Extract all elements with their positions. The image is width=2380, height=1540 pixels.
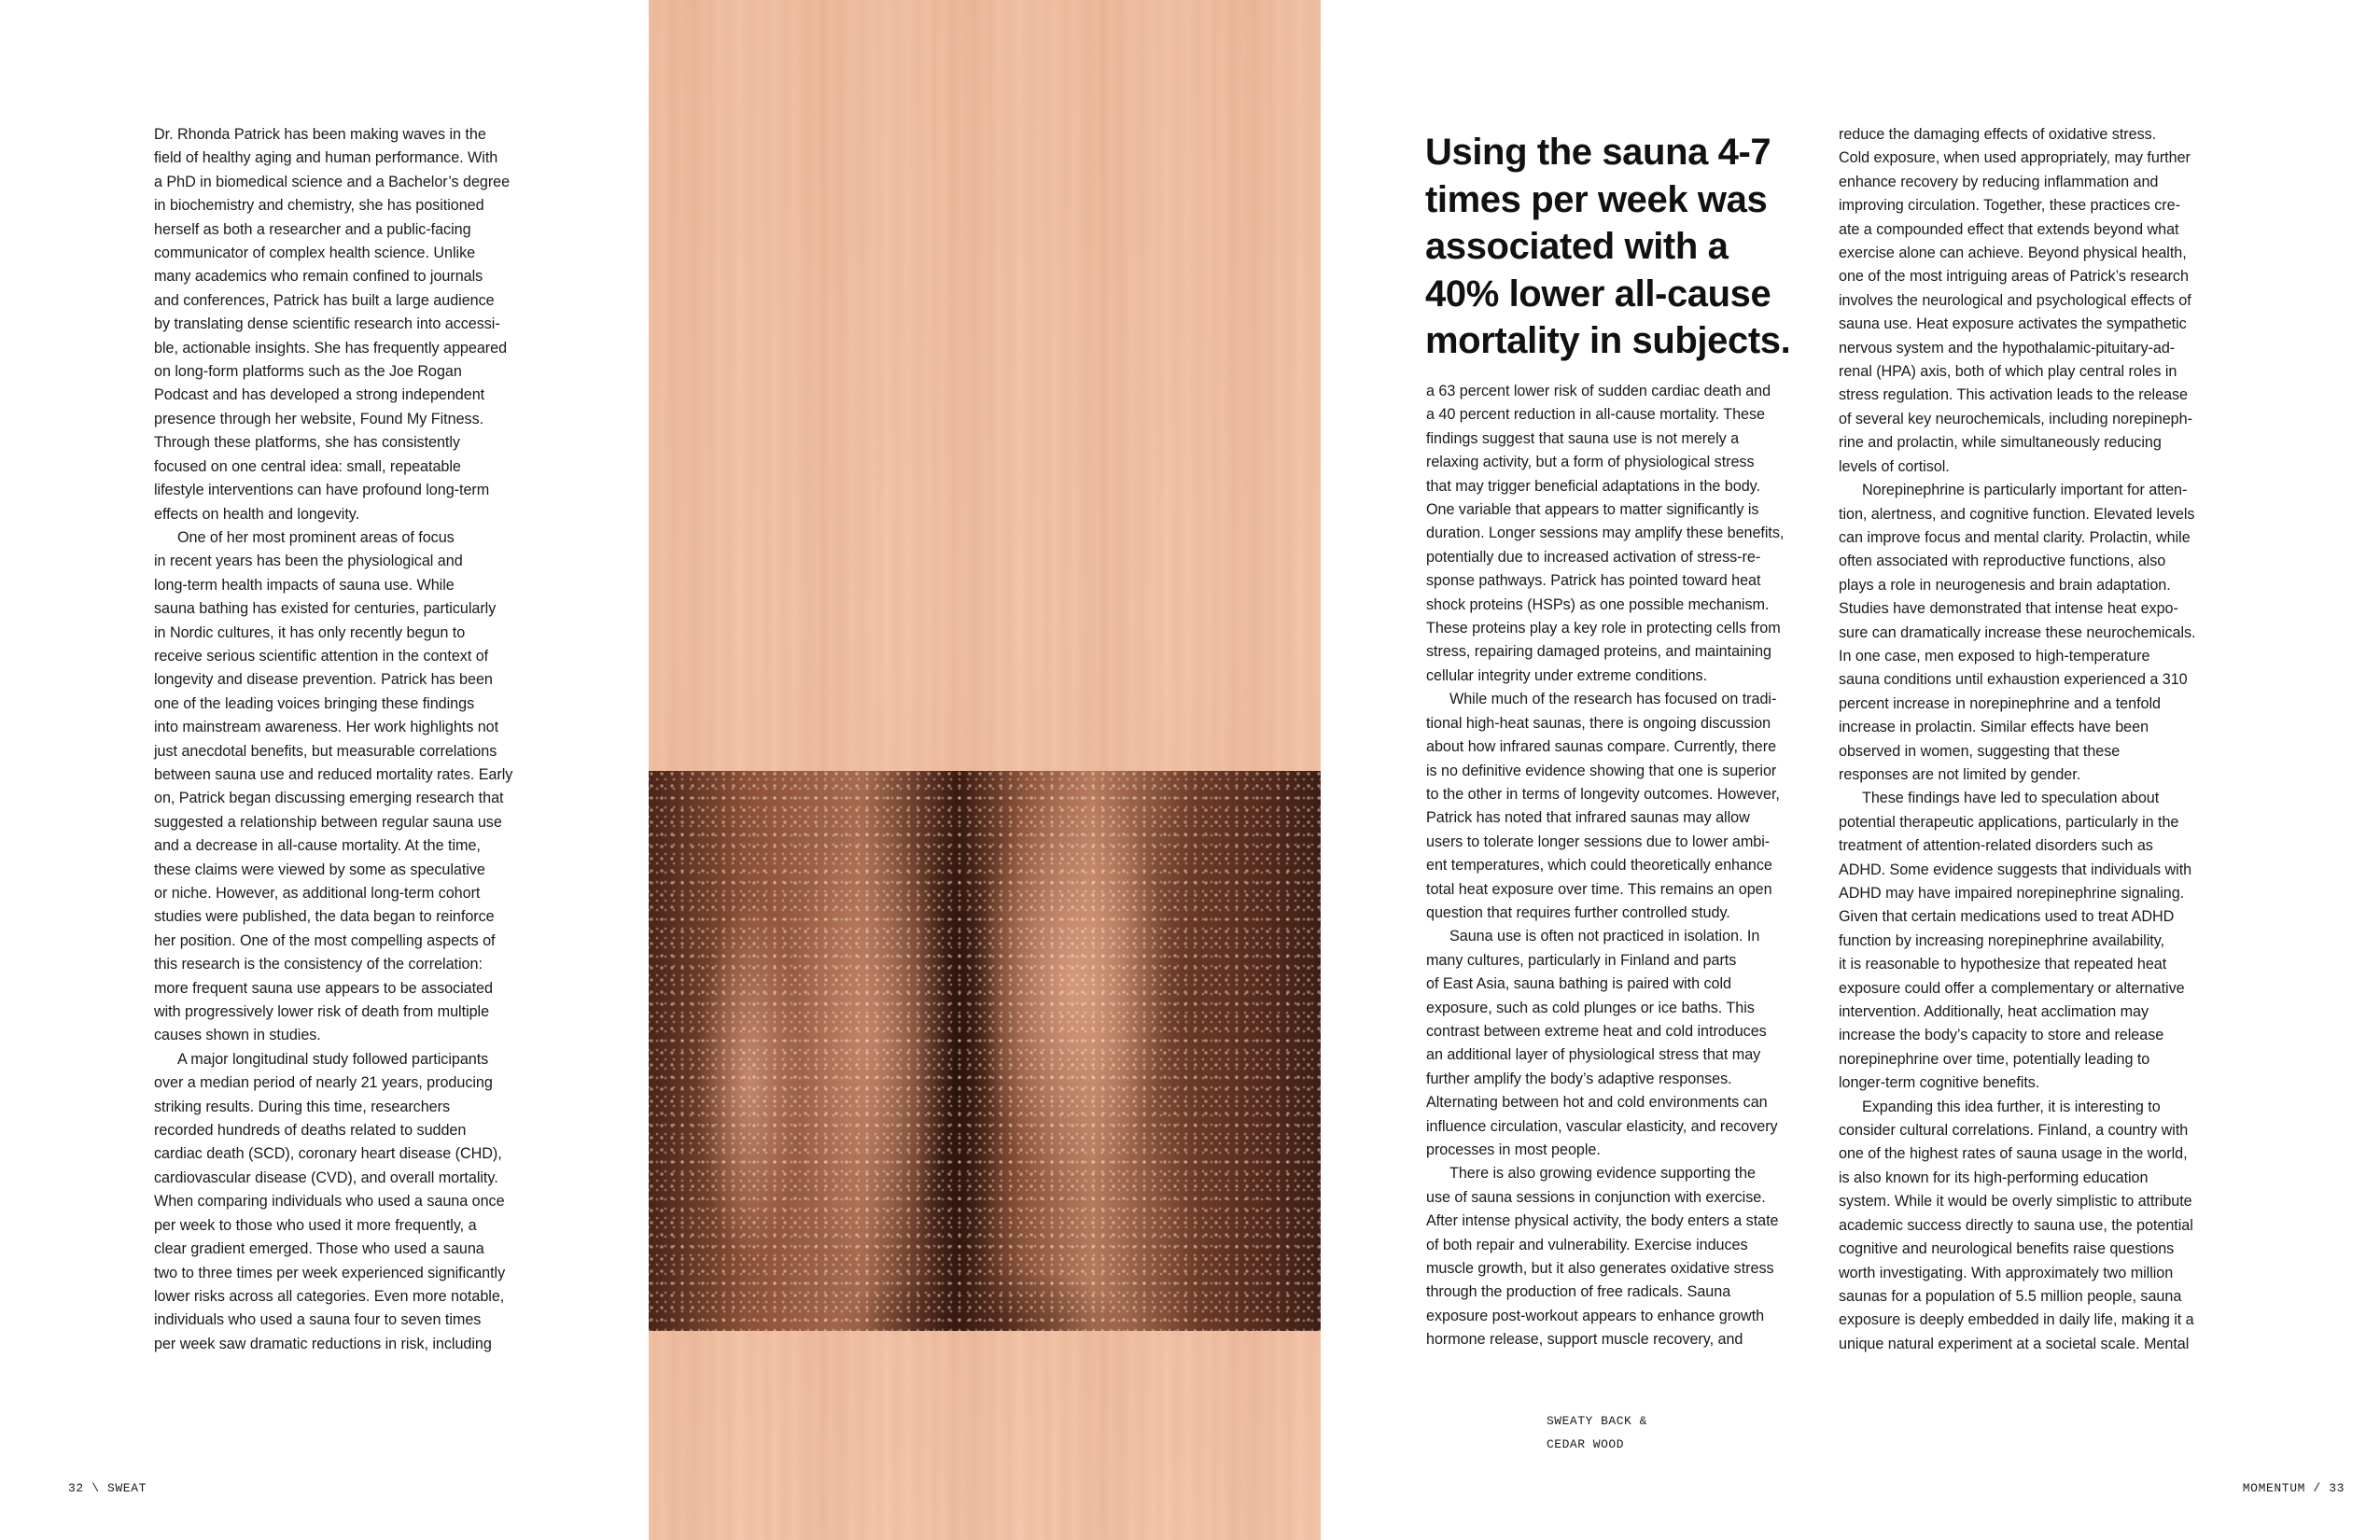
text-line: increase in prolactin. Similar effects have been bbox=[1839, 719, 2149, 736]
text-line: many cultures, particularly in Finland and parts bbox=[1426, 951, 1737, 969]
text-line: an additional layer of physiological stress that may bbox=[1426, 1046, 1761, 1064]
text-line: in recent years has been the physiological and bbox=[154, 553, 463, 570]
text-line: percent increase in norepinephrine and a tenfold bbox=[1839, 694, 2161, 712]
text-line: In one case, men exposed to high-temperature bbox=[1839, 647, 2150, 665]
text-line: by translating dense scientific research into accessi- bbox=[154, 315, 500, 333]
text-line: shock proteins (HSPs) as one possible mechanism. bbox=[1426, 595, 1770, 613]
text-line: One variable that appears to matter significantly is bbox=[1426, 501, 1759, 519]
text-line: sauna conditions until exhaustion experienced a 310 bbox=[1839, 671, 2188, 689]
text-line: communicator of complex health science. Unlike bbox=[154, 245, 476, 262]
text-line: two to three times per week experienced significantly bbox=[154, 1264, 506, 1281]
text-line: Alternating between hot and cold environments can bbox=[1426, 1094, 1768, 1112]
text-line: these claims were viewed by some as speculative bbox=[154, 861, 485, 878]
text-line: Sauna use is often not practiced in isolation. In bbox=[1449, 928, 1760, 945]
text-line: further amplify the body’s adaptive responses. bbox=[1426, 1070, 1732, 1087]
text-line: sure can dramatically increase these neurochemicals. bbox=[1839, 623, 2196, 641]
text-line: While much of the research has focused on tradi- bbox=[1449, 691, 1777, 708]
text-line: individuals who used a sauna four to seven times bbox=[154, 1311, 482, 1329]
text-line: suggested a relationship between regular sauna use bbox=[154, 813, 502, 831]
text-line: field of healthy aging and human performance. With bbox=[154, 149, 498, 167]
text-line: nervous system and the hypothalamic-pituitary-ad- bbox=[1839, 339, 2176, 357]
text-line: longevity and disease prevention. Patrick has been bbox=[154, 671, 493, 689]
text-line: saunas for a population of 5.5 million people, sauna bbox=[1839, 1287, 2182, 1305]
text-line: it is reasonable to hypothesize that repeated heat bbox=[1839, 956, 2167, 973]
text-line: of both repair and vulnerability. Exercise induces bbox=[1426, 1236, 1748, 1253]
text-line: treatment of attention-related disorders such as bbox=[1839, 837, 2153, 855]
text-line: potential therapeutic applications, particularly in the bbox=[1839, 813, 2179, 831]
pull-quote-line: times per week was bbox=[1425, 178, 1768, 220]
text-line: These findings have led to speculation about bbox=[1862, 790, 2160, 807]
text-line: function by increasing norepinephrine availability, bbox=[1839, 931, 2164, 949]
pull-quote-line: mortality in subjects. bbox=[1425, 320, 1791, 361]
text-line: this research is the consistency of the correlation: bbox=[154, 956, 483, 973]
text-line: striking results. During this time, researchers bbox=[154, 1098, 451, 1115]
text-line: total heat exposure over time. This remains an open bbox=[1426, 880, 1772, 898]
text-line: tional high-heat saunas, there is ongoing discussion bbox=[1426, 714, 1771, 732]
text-line: ADHD may have impaired norepinephrine signaling. bbox=[1839, 885, 2185, 902]
text-line: When comparing individuals who used a sauna once bbox=[154, 1193, 505, 1211]
text-line: After intense physical activity, the body enters a state bbox=[1426, 1212, 1779, 1230]
text-line: enhance recovery by reducing inflammation and bbox=[1839, 173, 2159, 190]
text-line: presence through her website, Found My Fitness. bbox=[154, 410, 484, 427]
text-line: herself as both a researcher and a public-facing bbox=[154, 220, 471, 238]
text-line: duration. Longer sessions may amplify these benefits, bbox=[1426, 525, 1785, 542]
text-line: responses are not limited by gender. bbox=[1839, 765, 2081, 783]
pull-quote-line: 40% lower all-cause bbox=[1425, 273, 1771, 315]
text-line: about how infrared saunas compare. Currently, there bbox=[1426, 738, 1777, 756]
text-line: hormone release, support muscle recovery, and bbox=[1426, 1331, 1743, 1349]
text-line: consider cultural correlations. Finland, a country with bbox=[1839, 1122, 2189, 1140]
text-line: that may trigger beneficial adaptations in the body. bbox=[1426, 477, 1760, 495]
caption-line-2: CEDAR WOOD bbox=[1547, 1437, 1625, 1451]
text-line: sauna bathing has existed for centuries, particularly bbox=[154, 600, 497, 618]
text-line: increase the body’s capacity to store and release bbox=[1839, 1027, 2164, 1044]
text-line: causes shown in studies. bbox=[154, 1027, 321, 1044]
text-line: lower risks across all categories. Even more notable, bbox=[154, 1287, 505, 1305]
folio-left: 32 \ SWEAT bbox=[68, 1481, 147, 1495]
text-line: cardiac death (SCD), coronary heart disease (CHD), bbox=[154, 1145, 502, 1163]
text-line: question that requires further controlled study. bbox=[1426, 903, 1730, 921]
text-line: of several key neurochemicals, including norepineph- bbox=[1839, 410, 2192, 427]
text-line: ent temperatures, which could theoretically enhance bbox=[1426, 857, 1772, 875]
text-line: per week to those who used it more frequently, a bbox=[154, 1216, 477, 1234]
text-line: lifestyle interventions can have profound long-term bbox=[154, 482, 490, 499]
text-line: One of her most prominent areas of focus bbox=[177, 528, 455, 546]
text-line: sponse pathways. Patrick has pointed toward heat bbox=[1426, 572, 1761, 590]
text-line: These proteins play a key role in protecting cells from bbox=[1426, 620, 1781, 637]
text-line: ble, actionable insights. She has frequently appeared bbox=[154, 339, 508, 357]
folio-right: MOMENTUM / 33 bbox=[2242, 1481, 2345, 1495]
text-line: unique natural experiment at a societal scale. Mental bbox=[1839, 1335, 2190, 1352]
text-line: more frequent sauna use appears to be associated bbox=[154, 979, 493, 997]
text-line: tion, alertness, and cognitive function. Elevated levels bbox=[1839, 505, 2195, 523]
text-line: observed in women, suggesting that these bbox=[1839, 742, 2121, 760]
text-line: often associated with reproductive functions, also bbox=[1839, 553, 2166, 570]
text-line: stress regulation. This activation leads to the release bbox=[1839, 386, 2188, 404]
text-line: potentially due to increased activation of stress-re- bbox=[1426, 548, 1761, 566]
text-line: Patrick has noted that infrared saunas may allow bbox=[1426, 809, 1750, 827]
text-line: recorded hundreds of deaths related to sudden bbox=[154, 1122, 467, 1140]
text-line: long-term health impacts of sauna use. While bbox=[154, 576, 455, 594]
text-line: findings suggest that sauna use is not merely a bbox=[1426, 429, 1740, 447]
text-line: cellular integrity under extreme conditions. bbox=[1426, 666, 1708, 684]
text-line: There is also growing evidence supporting the bbox=[1449, 1165, 1756, 1183]
text-line: in biochemistry and chemistry, she has positioned bbox=[154, 197, 484, 215]
text-line: processes in most people. bbox=[1426, 1141, 1601, 1158]
text-line: Norepinephrine is particularly important for atten- bbox=[1862, 482, 2188, 499]
text-line: exercise alone can achieve. Beyond physical health, bbox=[1839, 245, 2187, 262]
text-line: exposure, such as cold plunges or ice baths. This bbox=[1426, 999, 1755, 1016]
right-body-column bbox=[1839, 123, 2249, 1356]
middle-body-column bbox=[1426, 380, 1837, 1352]
text-line: intervention. Additionally, heat acclimation may bbox=[1839, 1003, 2149, 1021]
text-line: stress, repairing damaged proteins, and maintaining bbox=[1426, 643, 1771, 661]
text-line: Through these platforms, she has consistently bbox=[154, 434, 460, 452]
text-line: system. While it would be overly simplistic to attribute bbox=[1839, 1193, 2192, 1211]
pull-quote bbox=[1425, 129, 1827, 365]
text-line: one of the highest rates of sauna usage in the world, bbox=[1839, 1145, 2188, 1163]
text-line: longer-term cognitive benefits. bbox=[1839, 1074, 2040, 1092]
text-line: influence circulation, vascular elasticity, and recovery bbox=[1426, 1117, 1778, 1135]
text-line: with progressively lower risk of death from multiple bbox=[154, 1003, 490, 1021]
caption-line-1: SWEATY BACK & bbox=[1547, 1414, 1647, 1428]
text-line: through the production of free radicals. Sauna bbox=[1426, 1283, 1731, 1301]
left-body-column bbox=[154, 123, 555, 1356]
text-line: to the other in terms of longevity outcomes. However, bbox=[1426, 785, 1780, 803]
text-line: one of the leading voices bringing these findings bbox=[154, 694, 475, 712]
text-line: focused on one central idea: small, repeatable bbox=[154, 457, 461, 475]
text-line: between sauna use and reduced mortality rates. Early bbox=[154, 765, 513, 783]
text-line: on, Patrick began discussing emerging research that bbox=[154, 790, 504, 807]
text-line: receive serious scientific attention in the context of bbox=[154, 647, 489, 665]
text-line: just anecdotal benefits, but measurable correlations bbox=[154, 742, 497, 760]
text-line: is no definitive evidence showing that one is superior bbox=[1426, 762, 1777, 779]
text-line: clear gradient emerged. Those who used a sauna bbox=[154, 1240, 484, 1258]
text-line: renal (HPA) axis, both of which play central roles in bbox=[1839, 363, 2177, 381]
text-line: Given that certain medications used to treat ADHD bbox=[1839, 908, 2175, 926]
text-line: cardiovascular disease (CVD), and overall mortality. bbox=[154, 1169, 498, 1186]
text-line: ADHD. Some evidence suggests that individuals with bbox=[1839, 861, 2192, 878]
text-line: a 40 percent reduction in all-cause mortality. These bbox=[1426, 406, 1766, 424]
text-line: exposure could offer a complementary or alternative bbox=[1839, 979, 2185, 997]
text-line: in Nordic cultures, it has only recently begun to bbox=[154, 623, 466, 641]
text-line: involves the neurological and psychological effects of bbox=[1839, 291, 2191, 309]
text-line: exposure post-workout appears to enhance growth bbox=[1426, 1307, 1765, 1324]
text-line: users to tolerate longer sessions due to lower ambi- bbox=[1426, 833, 1771, 850]
text-line: Expanding this idea further, it is interesting to bbox=[1862, 1098, 2161, 1115]
text-line: and a decrease in all-cause mortality. At the time, bbox=[154, 837, 481, 855]
text-line: and conferences, Patrick has built a large audience bbox=[154, 291, 495, 309]
text-line: improving circulation. Together, these practices cre- bbox=[1839, 197, 2180, 215]
text-line: Cold exposure, when used appropriately, may further bbox=[1839, 149, 2191, 167]
text-line: exposure is deeply embedded in daily life, making it a bbox=[1839, 1311, 2194, 1329]
text-line: into mainstream awareness. Her work highlights not bbox=[154, 719, 499, 736]
text-line: her position. One of the most compelling aspects of bbox=[154, 931, 496, 949]
text-line: per week saw dramatic reductions in risk, including bbox=[154, 1335, 492, 1352]
text-line: Dr. Rhonda Patrick has been making waves in the bbox=[154, 126, 486, 143]
text-line: a PhD in biomedical science and a Bachelor’s degree bbox=[154, 173, 511, 190]
text-line: rine and prolactin, while simultaneously reducing bbox=[1839, 434, 2162, 452]
text-line: cognitive and neurological benefits raise questions bbox=[1839, 1240, 2175, 1258]
text-line: sauna use. Heat exposure activates the sympathetic bbox=[1839, 315, 2187, 333]
text-line: relaxing activity, but a form of physiological stress bbox=[1426, 454, 1755, 471]
sweaty-back-photo bbox=[649, 771, 1321, 1331]
text-line: studies were published, the data began to reinforce bbox=[154, 908, 495, 926]
text-line: a 63 percent lower risk of sudden cardiac death and bbox=[1426, 383, 1771, 399]
text-line: worth investigating. With approximately two million bbox=[1839, 1264, 2174, 1281]
text-line: Podcast and has developed a strong independent bbox=[154, 386, 485, 404]
text-line: use of sauna sessions in conjunction with exercise. bbox=[1426, 1188, 1766, 1206]
text-line: of East Asia, sauna bathing is paired with cold bbox=[1426, 975, 1731, 993]
text-line: can improve focus and mental clarity. Prolactin, while bbox=[1839, 528, 2191, 546]
text-line: effects on health and longevity. bbox=[154, 505, 360, 523]
text-line: A major longitudinal study followed participants bbox=[177, 1050, 489, 1068]
text-line: levels of cortisol. bbox=[1839, 457, 1950, 475]
text-line: academic success directly to sauna use, the potential bbox=[1839, 1216, 2193, 1234]
photo-caption bbox=[1547, 1409, 1647, 1456]
pull-quote-line: Using the sauna 4-7 bbox=[1425, 132, 1771, 173]
text-line: over a median period of nearly 21 years, producing bbox=[154, 1074, 493, 1092]
text-line: plays a role in neurogenesis and brain adaptation. bbox=[1839, 576, 2171, 594]
text-line: norepinephrine over time, potentially leading to bbox=[1839, 1050, 2150, 1068]
text-line: on long-form platforms such as the Joe Rogan bbox=[154, 363, 462, 381]
text-line: or niche. However, as additional long-term cohort bbox=[154, 885, 481, 902]
text-line: is also known for its high-performing education bbox=[1839, 1169, 2149, 1186]
text-line: Studies have demonstrated that intense heat expo- bbox=[1839, 600, 2178, 618]
text-line: muscle growth, but it also generates oxidative stress bbox=[1426, 1260, 1774, 1278]
text-line: reduce the damaging effects of oxidative stress. bbox=[1839, 126, 2157, 143]
pull-quote-line: associated with a bbox=[1425, 226, 1729, 267]
text-line: many academics who remain confined to journals bbox=[154, 268, 483, 286]
text-line: ate a compounded effect that extends beyond what bbox=[1839, 220, 2179, 238]
text-line: contrast between extreme heat and cold introduces bbox=[1426, 1022, 1767, 1040]
text-line: one of the most intriguing areas of Patrick’s research bbox=[1839, 268, 2189, 286]
